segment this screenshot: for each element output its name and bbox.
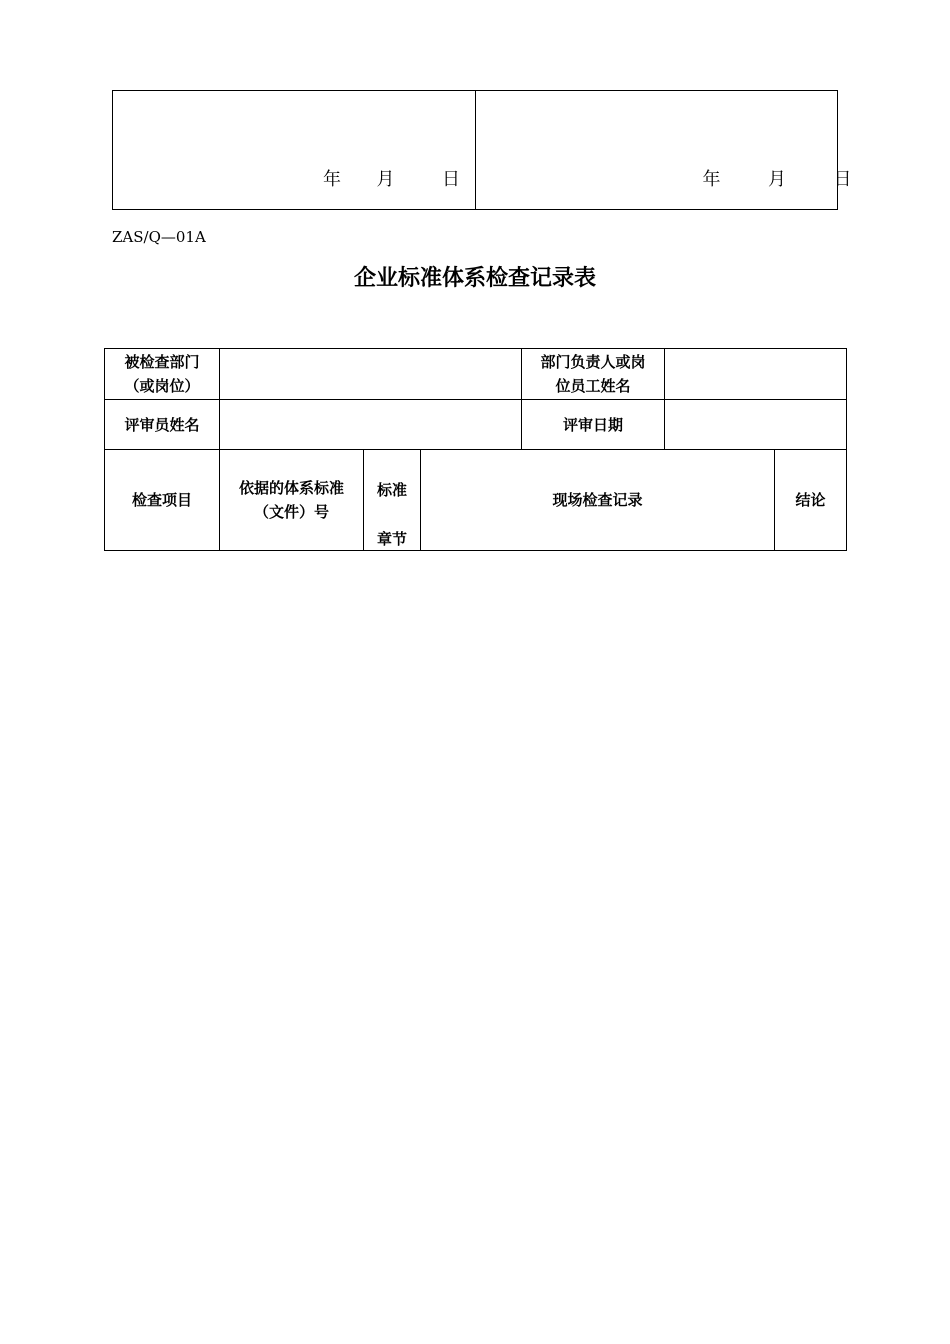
- dept-label: [105, 349, 220, 400]
- col-header-chapter-line1: 标准: [376, 481, 407, 499]
- col-header-conclusion: 结论: [775, 450, 847, 551]
- col-header-standard-line1: 依据的体系标准: [238, 479, 344, 497]
- signature-cell-left: [113, 91, 476, 210]
- month-label: 月: [376, 169, 395, 190]
- head-label-line1: 部门负责人或岗: [540, 353, 646, 371]
- col-header-item: 检查项目: [105, 450, 220, 551]
- month-label: 月: [767, 169, 786, 190]
- head-label: [522, 349, 665, 400]
- document-title: 企业标准体系检查记录表: [353, 266, 596, 291]
- head-value-cell[interactable]: [665, 349, 847, 400]
- day-label: 日: [833, 169, 852, 190]
- year-label: 年: [702, 169, 721, 190]
- inspection-record-table: [104, 348, 847, 551]
- col-header-record: 现场检查记录: [421, 450, 775, 551]
- day-label: 日: [441, 169, 460, 190]
- date-line-left: [323, 165, 460, 191]
- signature-cell-right: [475, 91, 852, 210]
- dept-value-cell[interactable]: [220, 349, 522, 400]
- document-code: ZAS/Q—01A: [112, 228, 206, 246]
- auditor-label: 评审员姓名: [105, 400, 220, 450]
- date-value-cell[interactable]: [665, 400, 847, 450]
- signature-date-box: [112, 90, 852, 210]
- col-header-chapter-line2: 章节: [376, 530, 407, 548]
- date-line-right: [703, 165, 852, 191]
- dept-label-line2: （或岗位）: [124, 377, 200, 395]
- dept-label-line1: 被检查部门: [124, 353, 200, 371]
- date-label: 评审日期: [522, 400, 665, 450]
- col-header-standard: [220, 450, 364, 551]
- year-label: 年: [323, 169, 341, 190]
- col-header-standard-line2: （文件）号: [253, 503, 329, 521]
- head-label-line2: 位员工姓名: [555, 377, 631, 395]
- auditor-value-cell[interactable]: [220, 400, 522, 450]
- col-header-chapter: [364, 450, 421, 551]
